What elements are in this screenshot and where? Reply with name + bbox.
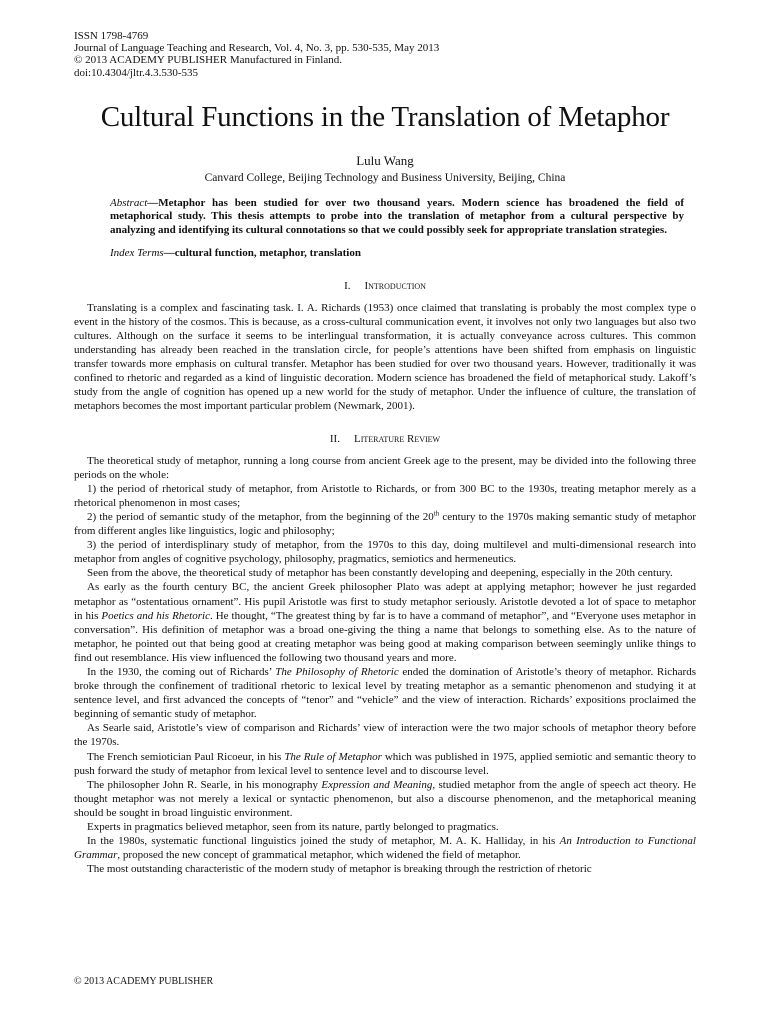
- book-title: The Rule of Metaphor: [284, 750, 382, 763]
- section-number: II.: [329, 432, 340, 445]
- copyright-line: © 2013 ACADEMY PUBLISHER Manufactured in Finland.: [74, 54, 342, 67]
- list-item: 3) the period of interdisplinary study of metaphor, from the 1970s to this day, doing multilevel and multi-dimensional research into metaphor from angles of cognitive psychology, philosophy, pragmatics, semiotics and hermeneutics.: [74, 539, 696, 566]
- text-run: century to the 1970s making semantic study of metaphor from different angles like linguistics, logic and philosophy;: [74, 510, 696, 538]
- paper-page: [74, 30, 696, 876]
- paragraph: [74, 834, 696, 862]
- text-run: The French semiotician Paul Ricoeur, in his: [87, 750, 285, 763]
- text-run: The philosopher John R. Searle, in his monography: [87, 778, 322, 791]
- section-title: Introduction: [364, 279, 426, 292]
- paper-title: Cultural Functions in the Translation of Metaphor: [100, 100, 670, 133]
- paragraph: Seen from the above, the theoretical study of metaphor has been constantly developing and deepening, especially in the 20th century.: [87, 567, 673, 580]
- text-run: , proposed the new concept of grammatical metaphor, which widened the field of metaphor.: [117, 849, 521, 862]
- list-item: 1) the period of rhetorical study of metaphor, from Aristotle to Richards, or from 300 BC to the 1930s, treating metaphor merely as a rhetorical phenomenon in most cases;: [74, 482, 696, 509]
- paragraph: [74, 778, 696, 820]
- section-heading-literature-review: [74, 433, 696, 446]
- paragraph: [74, 580, 696, 665]
- abstract-label: Abstract: [110, 196, 148, 209]
- text-run: , studied metaphor from the angle of speech act theory. He thought metaphor was not merely a lexical or syntactic phenomenon, but also a discourse phenomenon, and the metaphorical meaning should be sought in broad linguistic environment.: [74, 778, 697, 819]
- section-number: I.: [344, 279, 351, 292]
- text-run: In the 1980s, systematic functional linguistics joined the study of metaphor, M. A. K. Halliday, in his: [87, 835, 560, 848]
- paragraph: Translating is a complex and fascinating task. I. A. Richards (1953) once claimed that translating is probably the most complex type o event in the history of the cosmos. This is because, as a cross-cultural communication event, it involves not only two languages but also two cultures. Although on the surface it seems to be interlingual transformation, it is actually conveyance across cultures. This common understanding has already been reached in the translation circle, for people’s attentions have been shifted from emphasis on linguistic transfer towards more emphasis on cultural transfer. Metaphor has been studied for over two thousand years. However, traditionally it was confined to rhetoric and regarded as a kind of linguistic decoration. Modern science has broadened the field of metaphorical study. Lakoff’s study from the angle of cognition has opened up a new world for the study of metaphor. Under the influence of culture, the translation of metaphors becomes the most important particular problem (Newmark, 2001).: [74, 301, 696, 413]
- literature-review-body: [74, 454, 696, 877]
- paragraph: [74, 750, 696, 778]
- introduction-body: [74, 301, 696, 414]
- text-run: 2) the period of semantic study of the metaphor, from the beginning of the 20: [87, 510, 434, 523]
- list-item: [74, 510, 696, 538]
- paragraph: Experts in pragmatics believed metaphor, seen from its nature, partly belonged to pragmatics.: [87, 821, 499, 833]
- abstract-text: —Metaphor has been studied for over two thousand years. Modern science has broadened the field of metaphorical study. This thesis attempts to probe into the translation of metaphor from a cultural perspective by analyzing and identifying its cultural connotations so that we could possibly seek for appropriate translation strategies.: [110, 196, 684, 236]
- text-run: In the 1930, the coming out of Richards’: [87, 665, 276, 678]
- section-heading-introduction: [74, 280, 696, 293]
- journal-citation: Journal of Language Teaching and Research, Vol. 4, No. 3, pp. 530-535, May 2013: [74, 42, 440, 55]
- author-affiliation: Canvard College, Beijing Technology and Business University, Beijing, China: [204, 171, 566, 184]
- issn: ISSN 1798-4769: [74, 30, 149, 42]
- abstract: [110, 197, 684, 238]
- index-terms: [110, 247, 684, 261]
- page-footer: © 2013 ACADEMY PUBLISHER: [74, 976, 214, 987]
- text-run: As early as the fourth century BC, the ancient Greek philosopher Plato was adept at applying metaphor; however he just regarded metaphor as “ostentatious ornament”. His pupil Aristotle was first to study metaphor seriously. Aristotle devoted a lot of space to metaphor in his: [74, 581, 696, 622]
- paragraph: [74, 665, 696, 721]
- author-name: Lulu Wang: [356, 152, 414, 168]
- book-title: The Philosophy of Rhetoric: [275, 665, 399, 678]
- text-run: which was published in 1975, applied semiotic and semantic theory to push forward the study of metaphor from lexical level to sentence level and to discourse level.: [74, 750, 697, 777]
- book-title: An Introduction to Functional Grammar: [74, 835, 696, 862]
- superscript: th: [433, 509, 440, 518]
- paragraph: The theoretical study of metaphor, running a long course from ancient Greek age to the present, may be divided into the following three periods on the whole:: [74, 454, 696, 481]
- index-terms-label: Index Terms: [110, 247, 164, 260]
- text-run: . He thought, “The greatest thing by far is to have a command of metaphor”, and “Everyone uses metaphor in conversation”. His definition of metaphor was a broad one-giving the thing a name that belongs to something else. As to the nature of metaphor, he pointed out that being good at creating metaphor was being good at making comparison between seemingly unlike things to find out resemblance. His view influenced the following two thousand years and more.: [74, 609, 696, 664]
- paragraph: As Searle said, Aristotle’s view of comparison and Richards’ view of interaction were the two major schools of metaphor theory before the 1970s.: [74, 722, 696, 749]
- book-title: Poetics and his Rhetoric: [101, 609, 210, 622]
- doi: doi:10.4304/jltr.4.3.530-535: [74, 66, 199, 79]
- paragraph: The most outstanding characteristic of the modern study of metaphor is breaking through the restriction of rhetoric: [87, 863, 592, 876]
- journal-header: [74, 30, 696, 79]
- section-title: Literature Review: [353, 432, 441, 445]
- book-title: Expression and Meaning: [321, 778, 433, 791]
- index-terms-text: —cultural function, metaphor, translation: [163, 247, 361, 260]
- text-run: ended the domination of Aristotle’s theory of metaphor. Richards broke through the confinement of traditional rhetoric to lexical level by treating metaphor as a semantic phenomenon and studying it at sentence level, and first advanced the concepts of “tenor” and “vehicle” and the view of interaction. Richards’ expositions proclaimed the beginning of semantic study of metaphor.: [74, 665, 696, 721]
